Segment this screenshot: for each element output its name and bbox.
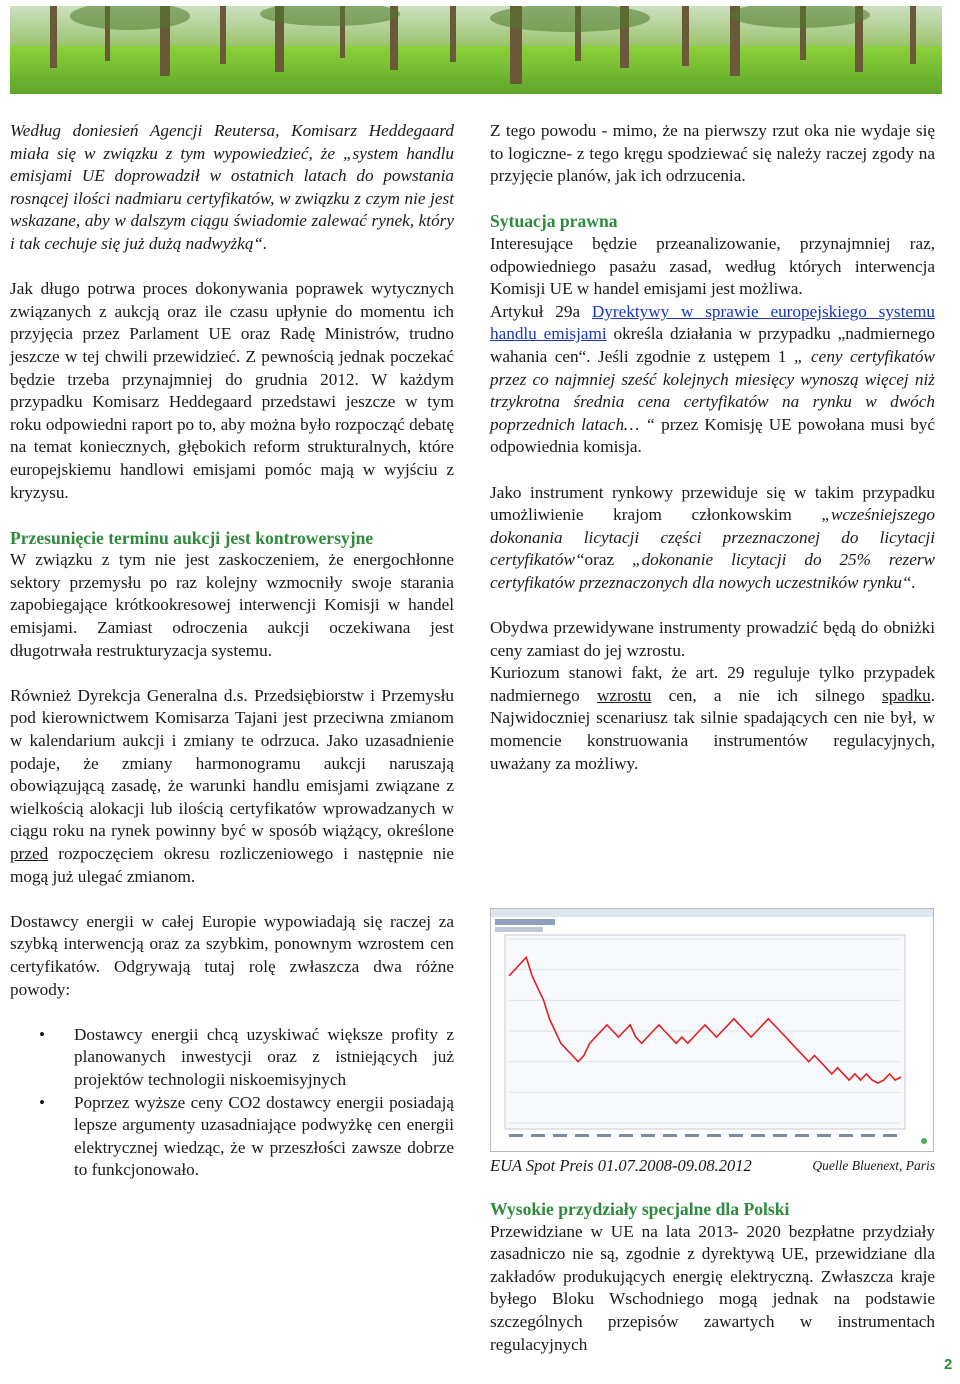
article-quote: „ ceny certyfikatów przez co najmniej sześć kolejnych miesięcy wynoszą więcej niż trzykrotna średnia cena certyfikatów na rynku w dwóch poprzednich latach… “ [490,346,935,434]
instrument-quote-2: „dokonanie licytacji do 25% rezerw certyfikatów przeznaczonych dla nowych uczestników rynku“. [490,550,936,592]
paragraph-directorate-text: Również Dyrekcja Generalna d.s. Przedsiębiorstw i Przemysłu pod kierownictwem Komisarza Tajani jest przeciwna zmianom w kalendarium aukcji i zmiany te odrzuca. Jako uzasadnienie podaje, że zmiany harmonogramu aukcji naruszają obowiązującą zasadę, że warunki handlu emisjami związane z wielkością alokacji lub ilością certyfikatów wprowadzanych w ciągu roku na rynek powinny być w sposób wiążący, określone [10,685,454,841]
paragraph-reasoning: Z tego powodu - mimo, że na pierwszy rzut oka nie wydaje się to logiczne- z tego kręgu spodziewać się należy raczej zgody na przyjęcie planów, jak ich odrzucenia. [490,121,935,186]
reasons-list [10,1024,454,1182]
heading-poland-allocations: Wysokie przydziały specjalne dla Polski [490,1199,790,1219]
list-item-text: Dostawcy energii chcą uzyskiwać większe profity z planowanych inwestycji oraz z istniejących już projektów technologii niskoemisyjnych [74,1024,454,1089]
right-column [490,120,935,798]
x-tick-mark [839,1134,853,1137]
article-text: określa działania w przypadku „nadmiernego wahania cen“. Jeśli zgodnie z ustępem 1 [490,324,936,366]
forest-banner-image [10,6,942,94]
x-tick-mark [575,1134,589,1137]
x-tick-mark [751,1134,765,1137]
paragraph-article-29a [490,301,935,459]
x-tick-mark [553,1134,567,1137]
list-item [10,1092,454,1182]
eua-price-chart [490,908,934,1152]
paragraph-reuters-quote: Według doniesień Agencji Reutersa, Komisarz Heddegaard miała się w związku z tym wypowiedzieć, że „system handlu emisjami UE doprowadził w ostatnich latach do powstania rosnącej ilości nadmiaru certyfikatów, w związku z czym nie jest wskazane, aby w dalszym ciągu świadomie zalewać rynek, który i tak cechuje się już dużą nadwyżką“. [10,121,454,253]
x-tick-mark [509,1134,523,1137]
x-tick-mark [597,1134,611,1137]
instrument-conj: oraz [584,550,615,570]
article-text-end: przez Komisję UE powołana musi być odpowiednia komisja. [490,414,936,457]
underlined-fall: spadku [882,685,931,705]
paragraph-amendments: Jak długo potrwa proces dokonywania poprawek wytycznych związanych z aukcją oraz ile czasu upłynie do momentu ich przyjęcia przez Parlament UE oraz Radę Ministrów, trudno jeszcze w tej chwili przewidzieć. Z pewnością jednak poczekać będzie trzeba przynajmniej do grudnia 2012. W każdym przypadku Komisarz Heddegaard przedstawi jeszcze w tym roku odpowiedni raport po to, aby można było rozpocząć debatę na temat koniecznych, głębokich reform strukturalnych, które europejskiemu handlowi emisjami pomóc mają w wyjściu z kryzysu. [10,279,454,502]
list-item-text: Poprzez wyższe ceny CO2 dostawcy energii posiadają lepsze argumenty uzasadniające podwyżkę cen energii elektrycznej wiedząc, że w przeszłości zawsze dobrze to funkcjonowało. [74,1092,454,1180]
left-column [10,120,454,1182]
x-tick-mark [707,1134,721,1137]
chart-caption [490,1156,935,1176]
x-tick-mark [795,1134,809,1137]
instrument-text: Jako instrument rynkowy przewiduje się w takim przypadku umożliwienie krajom członkowskim [490,482,935,525]
x-tick-mark [619,1134,633,1137]
paragraph-industry: W związku z tym nie jest zaskoczeniem, że energochłonne sektory przemysłu po raz kolejny wzmocniły swoje starania zapobiegające krótkookresowej interwencji Komisji w handel emisjami. Zamiast odroczenia aukcji oczekiwana jest długotrwała restrukturyzacja systemu. [10,550,454,660]
bullet-icon: • [39,1092,46,1112]
x-tick-mark [861,1134,875,1137]
x-tick-mark [729,1134,743,1137]
paragraph-curiosity [490,662,935,775]
green-dot-icon [921,1138,927,1144]
curiosity-text: Kuriozum stanowi fakt, że art. 29 reguluje tylko przypadek nadmiernego [490,663,935,705]
x-tick-mark [641,1134,655,1137]
underlined-before: przed [10,844,49,863]
x-tick-mark [883,1134,897,1137]
paragraph-price-decrease: Obydwa przewidywane instrumenty prowadzić będą do obniżki ceny zamiast do jej wzrostu. [490,618,935,660]
heading-auction-postponement: Przesunięcie terminu aukcji jest kontrowersyjne [10,527,374,548]
x-tick-mark [817,1134,831,1137]
paragraph-market-instrument [490,482,935,595]
bullet-icon: • [39,1024,46,1044]
heading-legal-situation: Sytuacja prawna [490,211,618,232]
x-tick-mark [663,1134,677,1137]
paragraph-poland: Przewidziane w UE na lata 2013- 2020 bezpłatne przydziały zasadniczo nie są, zgodnie z dyrektywą UE, przewidziane dla zakładów produkujących energię elektryczną. Zwłaszcza kraje byłego Bloku Wschodniego mogą jednak na podstawie szczególnych przepisów zawartych w instrumentach regulacyjnych [490,1221,935,1354]
paragraph-energy-suppliers: Dostawcy energii w całej Europie wypowiadają się raczej za szybką interwencją oraz za szybkim, ponownym wzrostem cen certyfikatów. Odgrywają tutaj rolę zwłaszcza dwa różne powody: [10,911,454,999]
paragraph-directorate [10,685,454,888]
x-tick-mark [773,1134,787,1137]
underlined-rise: wzrostu [596,685,652,705]
curiosity-text-end: . Najwidoczniej scenariusz tak silnie spadających cen nie był, w momencie konstruowania instrumentów regulacyjnych, uważany za możliwy. [490,685,935,773]
curiosity-text-mid: cen, a nie ich silnego [668,685,865,705]
x-tick-mark [685,1134,699,1137]
list-item [10,1024,454,1092]
article-label: Artykuł 29a [490,301,581,321]
paragraph-directorate-end: rozpoczęciem okresu rozliczeniowego i następnie nie mogą już ulegać zmianom. [10,844,455,886]
page-number: 2 [944,1356,953,1373]
paragraph-legal-analysis: Interesujące będzie przeanalizowanie, przynajmniej raz, odpowiedniego pasażu zasad, według których interwencja Komisji UE w handel emisjami jest możliwa. [490,233,935,299]
chart-caption-text: EUA Spot Preis 01.07.2008-09.08.2012 [490,1156,752,1175]
instrument-quote-1: „wcześniejszego dokonania licytacji części przeznaczonej do licytacji certyfikatów“ [490,505,936,570]
chart-source: Quelle Bluenext, Paris [812,1158,935,1173]
x-tick-mark [531,1134,545,1137]
chart-svg [491,909,933,1151]
directive-link[interactable]: Dyrektywy w sprawie europejskiego systemu handlu emisjami [490,301,935,344]
poland-section [490,1198,935,1356]
